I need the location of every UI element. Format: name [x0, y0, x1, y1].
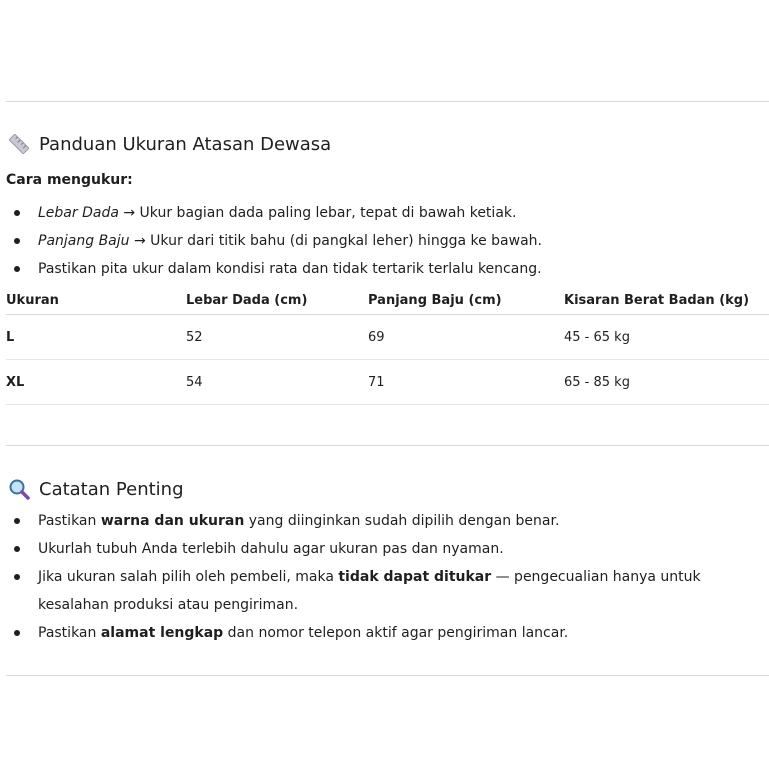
table-cell: 52	[186, 315, 368, 360]
size-guide-title: Panduan Ukuran Atasan Dewasa	[39, 133, 332, 155]
list-item: Pastikan warna dan ukuran yang diinginkan sudah dipilih dengan benar.	[0, 507, 769, 535]
notes-heading	[8, 478, 184, 500]
table-row	[6, 315, 769, 360]
measure-steps-list	[0, 199, 769, 283]
list-item: Ukurlah tubuh Anda terlebih dahulu agar ukuran pas dan nyaman.	[0, 535, 769, 563]
table-cell: 45 - 65 kg	[564, 315, 769, 360]
list-item: Lebar Dada → Ukur bagian dada paling lebar, tepat di bawah ketiak.	[0, 199, 769, 227]
divider-middle	[6, 445, 769, 446]
how-to-measure-label: Cara mengukur:	[6, 172, 133, 188]
table-header: Ukuran	[6, 286, 186, 315]
table-header: Lebar Dada (cm)	[186, 286, 368, 315]
table-cell: 65 - 85 kg	[564, 360, 769, 405]
table-cell: 71	[368, 360, 564, 405]
list-item: Pastikan pita ukur dalam kondisi rata dan tidak tertarik terlalu kencang.	[0, 255, 769, 283]
divider-top	[6, 101, 769, 102]
notes-title: Catatan Penting	[39, 478, 184, 500]
notes-list	[0, 507, 769, 647]
list-item: Jika ukuran salah pilih oleh pembeli, maka tidak dapat ditukar — pengecualian hanya untuk kesalahan produksi atau pengiriman.	[0, 563, 769, 619]
divider-bottom	[6, 675, 769, 676]
table-cell: 54	[186, 360, 368, 405]
magnifier-icon	[8, 478, 30, 500]
table-header: Panjang Baju (cm)	[368, 286, 564, 315]
table-header-row	[6, 286, 769, 315]
table-cell: 69	[368, 315, 564, 360]
size-guide-heading	[8, 133, 331, 155]
table-header: Kisaran Berat Badan (kg)	[564, 286, 769, 315]
table-row	[6, 360, 769, 405]
ruler-icon	[8, 133, 30, 155]
size-table	[6, 286, 769, 405]
table-cell: XL	[6, 360, 186, 405]
list-item: Pastikan alamat lengkap dan nomor telepon aktif agar pengiriman lancar.	[0, 619, 769, 647]
table-cell: L	[6, 315, 186, 360]
list-item: Panjang Baju → Ukur dari titik bahu (di pangkal leher) hingga ke bawah.	[0, 227, 769, 255]
